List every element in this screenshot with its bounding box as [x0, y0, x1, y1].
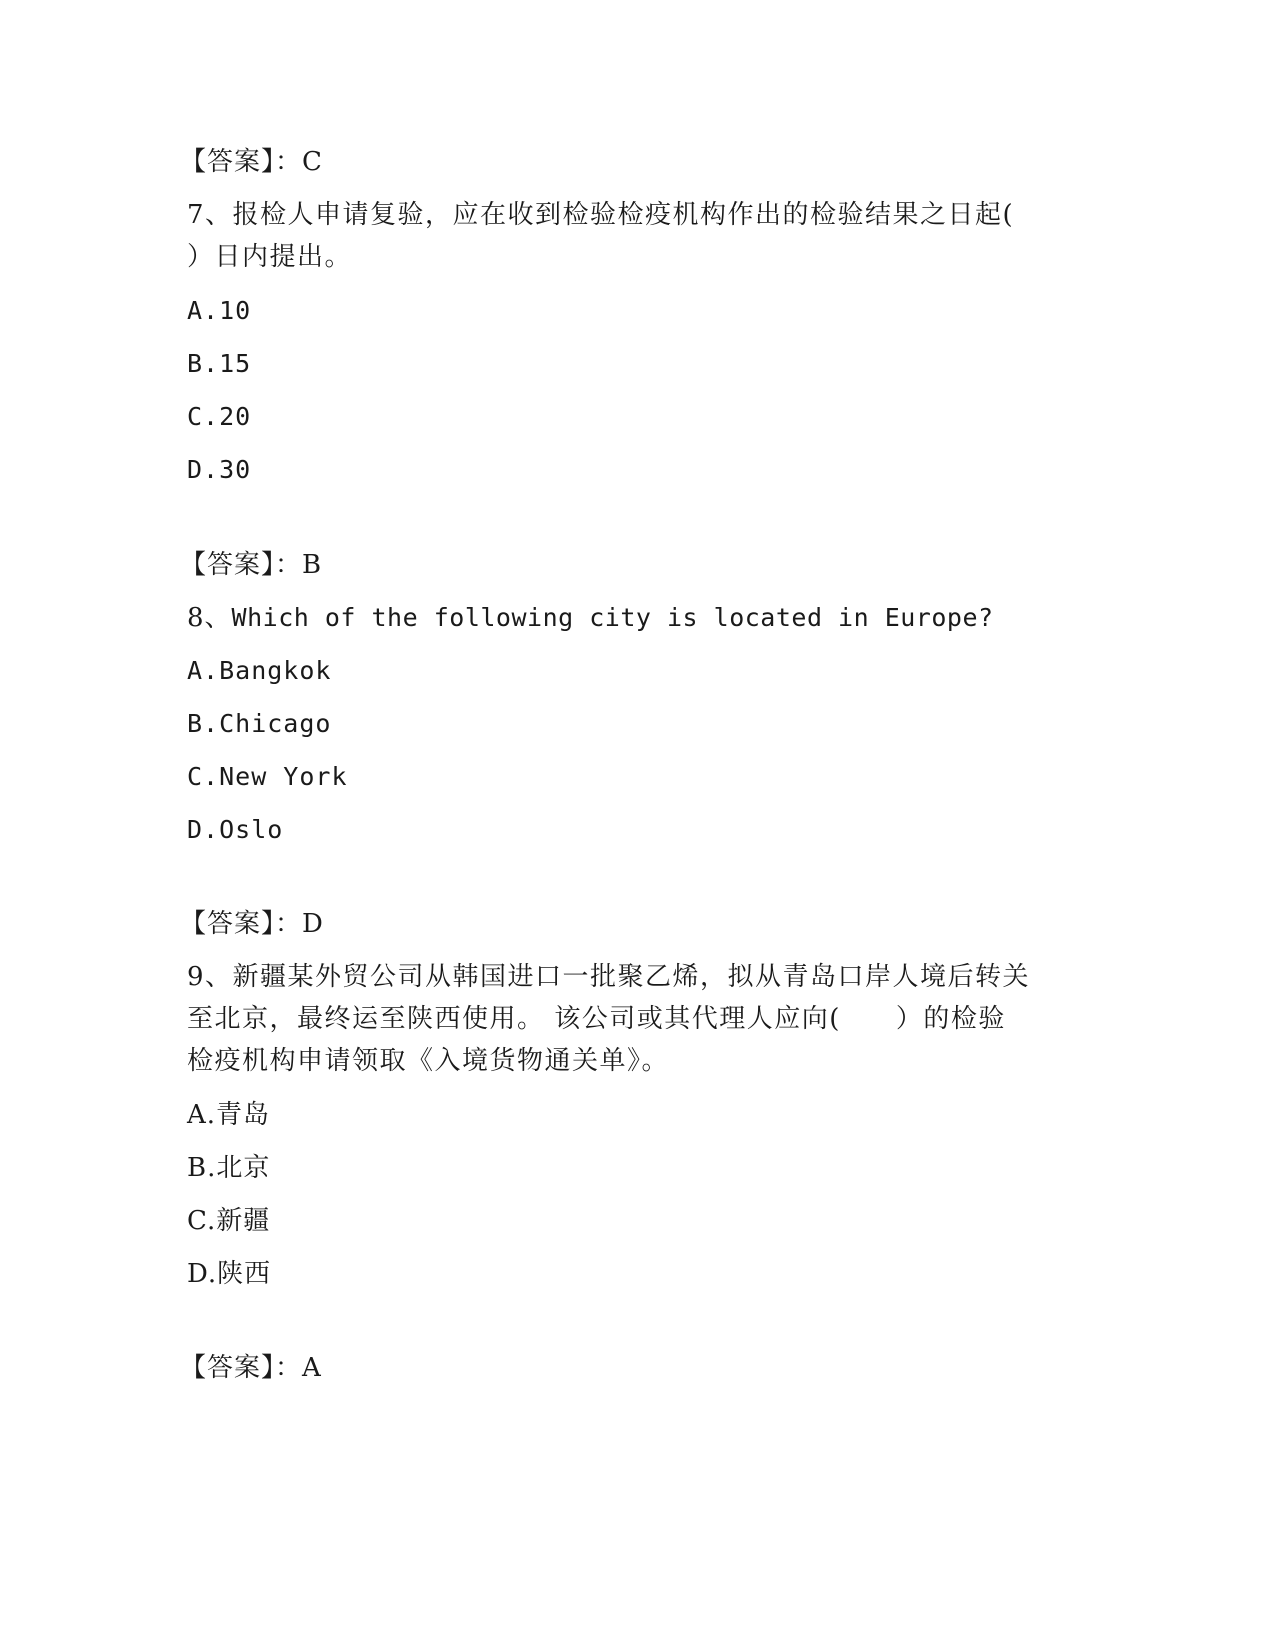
- question-text: [187, 194, 1014, 236]
- answer-label: 【答案】：: [180, 550, 303, 580]
- answer-line: [180, 544, 322, 586]
- answer-value: B: [302, 550, 323, 580]
- question-text-line: 新疆某外贸公司从韩国进口一批聚乙烯，拟从青岛口岸人境后转关: [232, 962, 1031, 992]
- question-number: 8、: [187, 603, 232, 633]
- question-text-line: ）日内提出。: [187, 242, 353, 272]
- question-text: [187, 956, 1030, 998]
- option-c: C.20: [187, 402, 252, 431]
- answer-label: 【答案】：: [180, 909, 303, 939]
- option-a: A.青岛: [187, 1100, 271, 1130]
- option-c: C.New York: [187, 762, 348, 791]
- answer-line: [180, 1347, 322, 1389]
- option-b: B.15: [187, 349, 252, 378]
- answer-label: 【答案】：: [180, 1353, 303, 1383]
- option-a: A.10: [187, 296, 252, 325]
- question-text-line: Which of the following city is located in Europe?: [231, 603, 994, 632]
- question-text: [187, 597, 994, 639]
- question-text-line: 检疫机构申请领取《入境货物通关单》。: [187, 1046, 670, 1076]
- option-c: C.新疆: [187, 1206, 271, 1236]
- option-d: D.30: [187, 455, 252, 484]
- option-b: B.北京: [187, 1153, 271, 1183]
- question-text-line: 报检人申请复验，应在收到检验检疫机构作出的检验结果之日起(: [232, 200, 1015, 230]
- option-d: D.Oslo: [187, 815, 284, 844]
- answer-value: D: [302, 909, 324, 939]
- answer-label: 【答案】：: [180, 147, 303, 177]
- answer-value: C: [302, 147, 323, 177]
- question-number: 7、: [187, 200, 233, 230]
- option-d: D.陕西: [187, 1259, 272, 1289]
- answer-value: A: [302, 1353, 322, 1383]
- answer-line: [180, 141, 323, 183]
- option-b: B.Chicago: [187, 709, 332, 738]
- option-a: A.Bangkok: [187, 656, 332, 685]
- question-text-line: 至北京，最终运至陕西使用。 该公司或其代理人应向( ）的检验: [187, 1004, 1006, 1034]
- question-number: 9、: [187, 962, 233, 992]
- answer-line: [180, 903, 324, 945]
